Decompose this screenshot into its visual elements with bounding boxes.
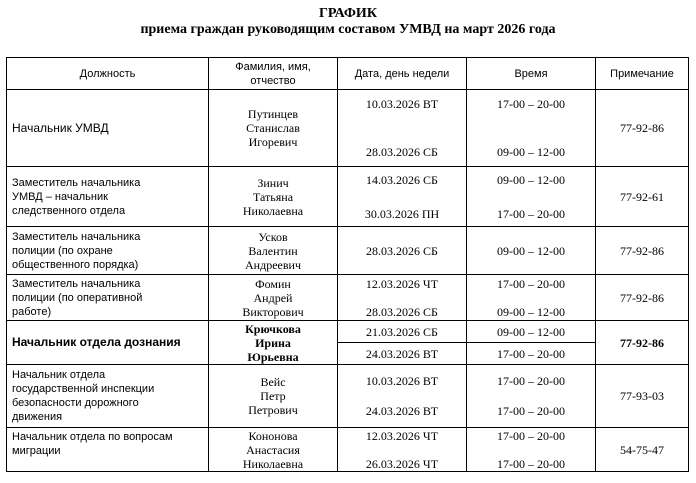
date-value: 28.03.2026 СБ [366,243,438,258]
name-surname: Зинич [257,175,289,190]
column-header-date: Дата, день недели [338,58,467,90]
time-value: 09-00 – 12-00 [497,304,565,319]
date-value: 10.03.2026 ВТ [365,97,439,111]
time-value: 17-00 – 20-00 [497,206,565,221]
date-cell [338,365,467,428]
name-cell [209,227,338,275]
time-value: 17-00 – 20-00 [497,346,565,361]
page-subtitle: приема граждан руководящим составом УМВД на март 2026 года [140,22,556,37]
table-header-row [7,58,689,90]
name-patronymic: Викторович [242,304,304,319]
time-cell [467,167,596,227]
position-line: Заместитель начальника [12,230,141,243]
date-value: 26.03.2026 ЧТ [365,456,439,471]
position-line: безопасности дорожного [12,397,139,409]
name-first: Ирина [255,335,291,350]
position-line: работе) [12,305,52,318]
name-patronymic: Петрович [248,403,298,417]
time-cell [467,365,596,428]
table-row [7,167,689,227]
position-cell [7,167,209,227]
time-cell [467,275,596,321]
name-patronymic: Игоревич [248,135,298,149]
time-cell [467,321,596,343]
date-value: 28.03.2026 СБ [366,145,438,159]
position-line: общественного порядка) [12,258,139,271]
date-value: 28.03.2026 СБ [366,304,438,319]
position-line: полиции (по охране [12,244,113,257]
table-row [7,275,689,321]
date-value: 21.03.2026 СБ [366,324,438,339]
table-row [7,365,689,428]
position-cell [7,227,209,275]
schedule-table [6,57,689,472]
name-first: Станислав [246,121,300,135]
time-value: 09-00 – 12-00 [497,172,565,187]
column-header-name [209,58,338,90]
name-patronymic: Николаевна [242,456,304,471]
name-first: Петр [260,389,286,403]
date-cell [338,90,467,167]
time-value: 09-00 – 12-00 [497,145,565,159]
position-cell [7,365,209,428]
date-cell [338,227,467,275]
name-first: Татьяна [252,189,294,204]
name-first: Андрей [253,290,293,305]
position-line: Заместитель начальника [12,277,141,290]
position-text: Начальник отдела дознания [12,335,181,349]
position-text: Начальник УМВД [12,120,109,135]
time-value: 17-00 – 20-00 [497,276,565,291]
date-value: 24.03.2026 ВТ [365,404,439,418]
time-value: 17-00 – 20-00 [497,404,565,418]
time-cell [467,90,596,167]
name-surname: Кононова [248,428,298,443]
page-title: ГРАФИК [319,6,377,21]
table-row [7,227,689,275]
time-value: 17-00 – 20-00 [497,428,565,443]
date-cell [338,321,467,343]
name-surname: Путинцев [247,107,299,121]
name-surname: Фомин [255,276,291,291]
note-cell: 54-75-47 [596,428,689,472]
column-header-note: Примечание [596,58,689,90]
date-value: 24.03.2026 ВТ [365,346,439,361]
note-cell: 77-93-03 [596,365,689,428]
name-first: Валентин [248,243,298,258]
time-value: 09-00 – 12-00 [497,243,565,258]
position-line: полиции (по оперативной [12,291,143,304]
note-cell: 77-92-86 [596,275,689,321]
name-patronymic: Андреевич [245,257,301,272]
name-first: Анастасия [246,442,300,457]
table-row [7,321,689,343]
date-cell [338,167,467,227]
column-header-position: Должность [7,58,209,90]
date-cell [338,275,467,321]
table-row [7,90,689,167]
position-cell [7,428,209,472]
name-cell [209,275,338,321]
time-value: 17-00 – 20-00 [497,97,565,111]
table-row [7,428,689,472]
column-header-time: Время [467,58,596,90]
position-line: УМВД – начальник [12,190,108,203]
note-cell: 77-92-61 [596,167,689,227]
note-cell: 77-92-86 [596,90,689,167]
date-value: 12.03.2026 ЧТ [365,428,439,443]
name-surname: Усков [258,229,288,244]
position-line: Начальник отдела [12,369,106,381]
position-line: следственного отдела [12,204,126,217]
name-patronymic: Николаевна [242,203,304,218]
note-cell: 77-92-86 [596,321,689,365]
date-cell [338,428,467,472]
column-header-name-line1: Фамилия, имя, [235,60,311,73]
position-line: государственной инспекции [12,383,155,395]
name-cell [209,321,338,365]
time-cell [467,428,596,472]
name-cell [209,167,338,227]
date-value: 30.03.2026 ПН [364,206,440,221]
date-cell [338,343,467,365]
position-cell [7,90,209,167]
time-value: 17-00 – 20-00 [497,456,565,471]
name-surname: Крючкова [245,321,301,336]
name-patronymic: Юрьевна [247,349,299,364]
position-line: Заместитель начальника [12,176,141,189]
note-cell: 77-92-86 [596,227,689,275]
date-value: 14.03.2026 СБ [366,172,438,187]
position-line: движения [12,411,63,423]
name-surname: Вейс [260,375,286,389]
date-value: 10.03.2026 ВТ [365,374,439,388]
position-cell [7,275,209,321]
name-cell [209,90,338,167]
time-cell [467,227,596,275]
position-cell [7,321,209,365]
column-header-name-line2: отчество [250,74,296,87]
name-cell [209,365,338,428]
position-line: миграции [12,445,61,457]
time-value: 09-00 – 12-00 [497,324,565,339]
time-value: 17-00 – 20-00 [497,374,565,388]
time-cell [467,343,596,365]
position-line: Начальник отдела по вопросам [12,431,173,443]
name-cell [209,428,338,472]
date-value: 12.03.2026 ЧТ [365,276,439,291]
